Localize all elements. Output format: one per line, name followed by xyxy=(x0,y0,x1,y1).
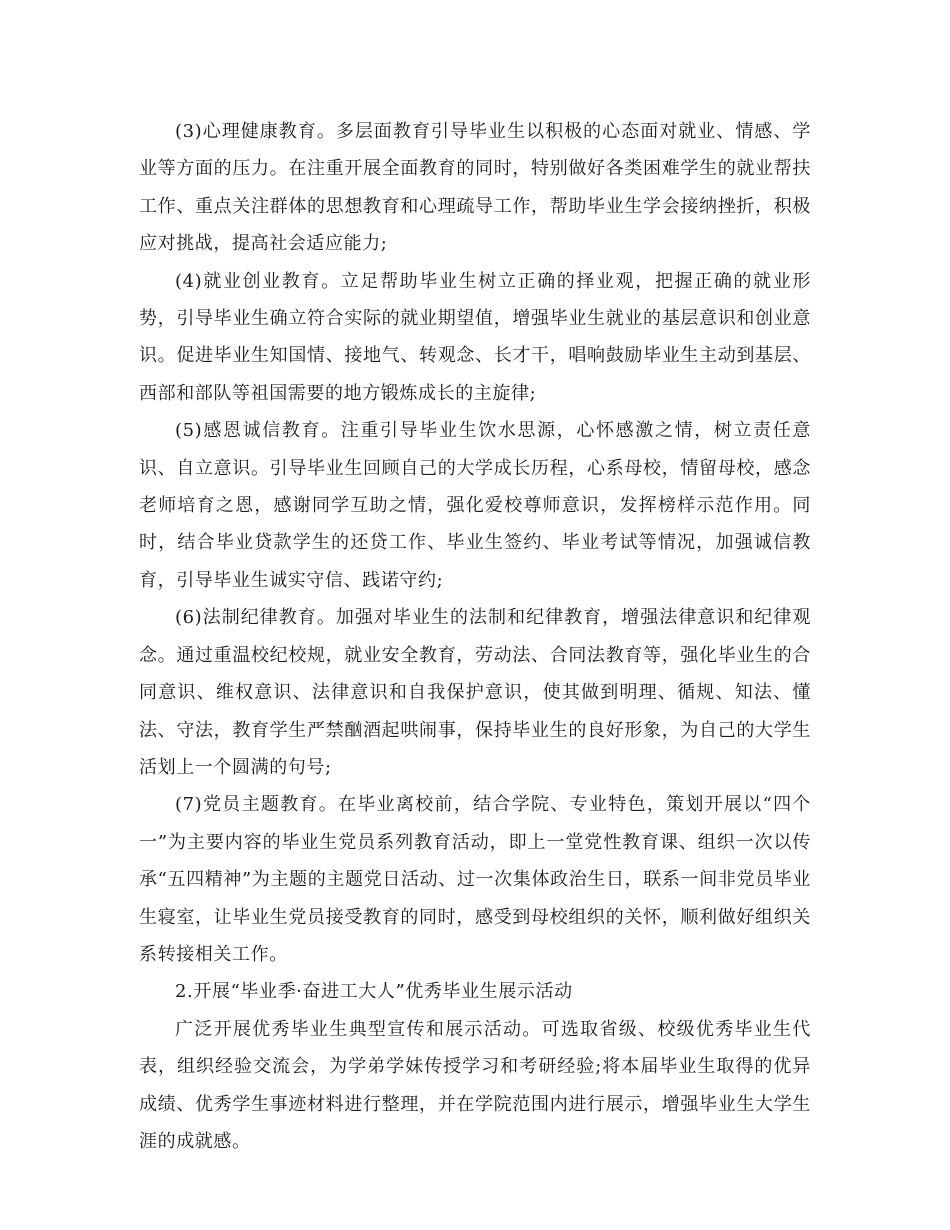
section-heading-showcase: 2.开展“毕业季·奋进工大人”优秀毕业生展示活动 xyxy=(175,981,573,1003)
paragraph-party-member-theme: (7)党员主题教育。在毕业离校前，结合学院、专业特色，策划开展以“四个一”为主要内容的毕业生党员系列教育活动，即上一堂党性教育课、组织一次以传承“五四精神”为主题的主题党日活动、过一次集体政治生日，联系一间非党员毕业生寝室，让毕业生党员接受教育的同时，感受到母校组织的关怀，顺利做好组织关系转接相关工作。 xyxy=(139,794,811,965)
paragraph-employment-entrepreneurship: (4)就业创业教育。立足帮助毕业生树立正确的择业观，把握正确的就业形势，引导毕业生确立符合实际的就业期望值，增强毕业生就业的基层意识和创业意识。促进毕业生知国情、接地气、转观念、长才干，唱响鼓励毕业生主动到基层、西部和部队等祖国需要的地方锻炼成长的主旋律; xyxy=(139,270,811,404)
paragraph-showcase-activity: 广泛开展优秀毕业生典型宣传和展示活动。可选取省级、校级优秀毕业生代表，组织经验交流会，为学弟学妹传授学习和考研经验;将本届毕业生取得的优异成绩、优秀学生事迹材料进行整理，并在学院范围内进行展示，增强毕业生大学生涯的成就感。 xyxy=(139,1018,811,1152)
paragraph-gratitude-integrity: (5)感恩诚信教育。注重引导毕业生饮水思源，心怀感激之情，树立责任意识、自立意识。引导毕业生回顾自己的大学成长历程，心系母校，情留母校，感念老师培育之恩，感谢同学互助之情，强化爱校尊师意识，发挥榜样示范作用。同时，结合毕业贷款学生的还贷工作、毕业生签约、毕业考试等情况，加强诚信教育，引导毕业生诚实守信、践诺守约; xyxy=(139,420,811,591)
document-page xyxy=(139,113,811,1160)
paragraph-psychological-health: (3)心理健康教育。多层面教育引导毕业生以积极的心态面对就业、情感、学业等方面的压力。在注重开展全面教育的同时，特别做好各类困难学生的就业帮扶工作、重点关注群体的思想教育和心理疏导工作，帮助毕业生学会接纳挫折，积极应对挑战，提高社会适应能力; xyxy=(139,121,811,255)
paragraph-law-discipline: (6)法制纪律教育。加强对毕业生的法制和纪律教育，增强法律意识和纪律观念。通过重温校纪校规，就业安全教育，劳动法、合同法教育等，强化毕业生的合同意识、维权意识、法律意识和自我保护意识，使其做到明理、循规、知法、懂法、守法，教育学生严禁酗酒起哄闹事，保持毕业生的良好形象，为自己的大学生活划上一个圆满的句号; xyxy=(139,607,811,778)
